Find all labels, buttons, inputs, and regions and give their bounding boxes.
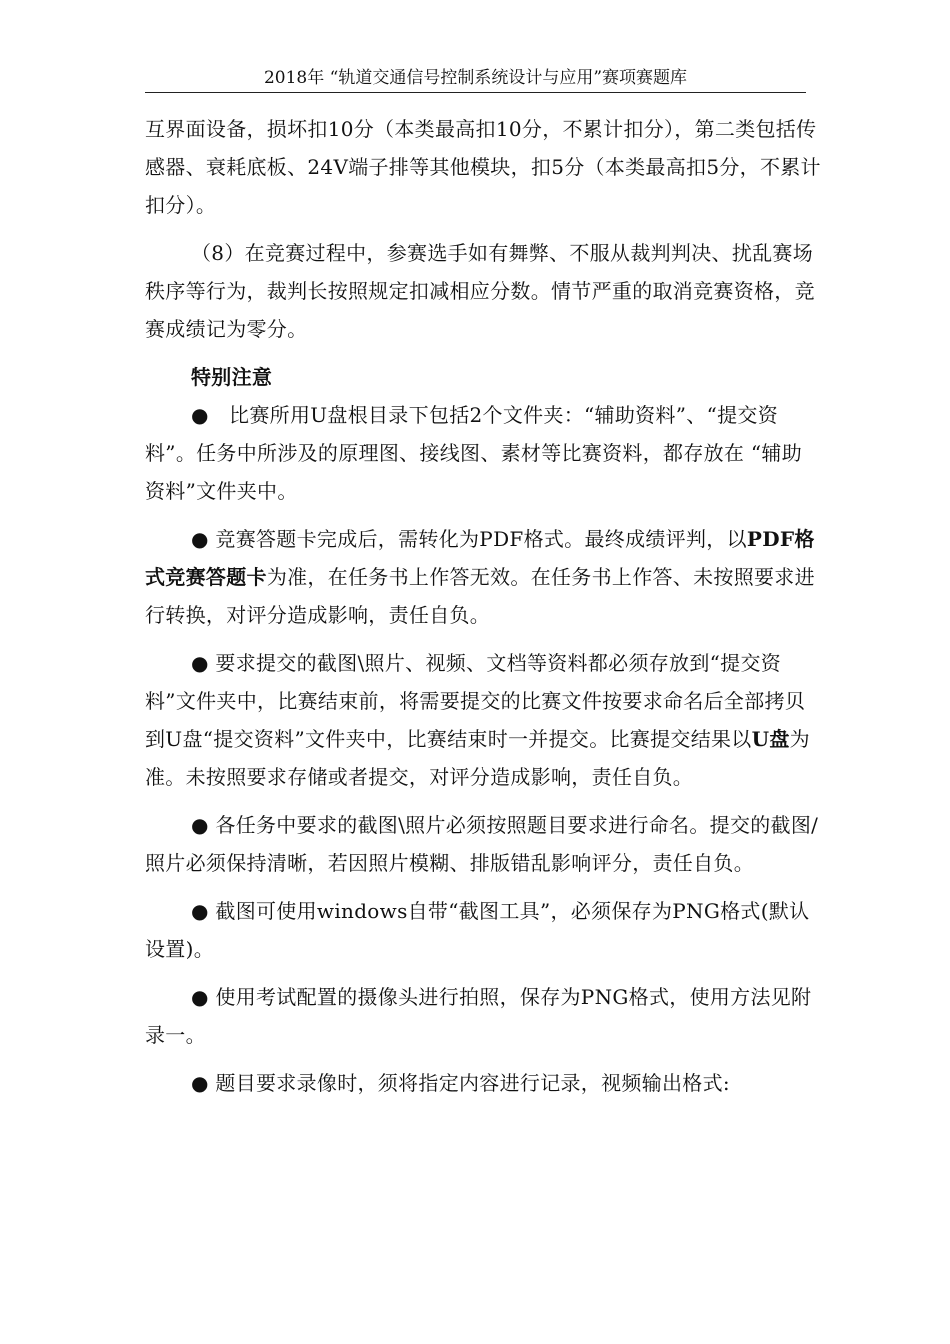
paragraph-rule-8: （8）在竞赛过程中，参赛选手如有舞弊、不服从裁判判决、扰乱赛场秩序等行为，裁判长按照规定扣减相应分数。情节严重的取消竞赛资格，竞赛成绩记为零分。 [145,241,815,341]
bullet-pdf-text-end: 为准，在任务书上作答无效。在任务书上作答、未按照要求进行转换，对评分造成影响，责任自负。 [145,565,815,627]
paragraph-scoring-continued: 互界面设备，损坏扣10分（本类最高扣10分，不累计扣分），第二类包括传感器、衰耗底板、24V端子排等其他模块，扣5分（本类最高扣5分，不累计扣分）。 [145,117,821,217]
bullet-screenshot-tool: ● 截图可使用windows自带“截图工具”，必须保存为PNG格式(默认设置)。 [145,899,810,961]
bullet-usb-folders: ● 比赛所用U盘根目录下包括2个文件夹：“辅助资料”、“提交资料”。任务中所涉及的原理图、接线图、素材等比赛资料，都存放在 “辅助资料”文件夹中。 [145,403,803,503]
page-header [145,66,806,93]
header-title: 2018年 “轨道交通信号控制系统设计与应用”赛项赛题库 [263,68,688,88]
bullet-submission-text-end: 为准。未按照要求存储或者提交，对评分造成影响，责任自负。 [145,727,810,789]
bullet-screenshot-naming: ● 各任务中要求的截图\照片必须按照题目要求进行命名。提交的截图/照片必须保持清晰，若因照片模糊、排版错乱影响评分，责任自负。 [145,813,819,875]
bullet-pdf-text-start: ● 竞赛答题卡完成后，需转化为PDF格式。最终成绩评判，以 [191,527,747,551]
bullet-camera-photo: ● 使用考试配置的摄像头进行拍照，保存为PNG格式，使用方法见附录一。 [145,985,812,1047]
bullet-submission-text-start: ● 要求提交的截图\照片、视频、文档等资料都必须存放到“提交资料”文件夹中，比赛结束前，将需要提交的比赛文件按要求命名后全部拷贝到U盘“提交资料”文件夹中，比赛结束时一并提交。比赛提交结果以 [145,651,806,751]
document-body [145,110,821,1102]
bullet-submission-files [145,644,821,796]
bullet-video-recording: ● 题目要求录像时，须将指定内容进行记录，视频输出格式: [191,1071,730,1095]
bullet-pdf-answer-card [145,520,821,634]
bullet-pdf-emphasis: PDF格式竞赛答题卡 [145,527,815,589]
bullet-submission-emphasis: U盘 [751,727,790,751]
section-heading-special-notice: 特别注意 [191,365,273,389]
